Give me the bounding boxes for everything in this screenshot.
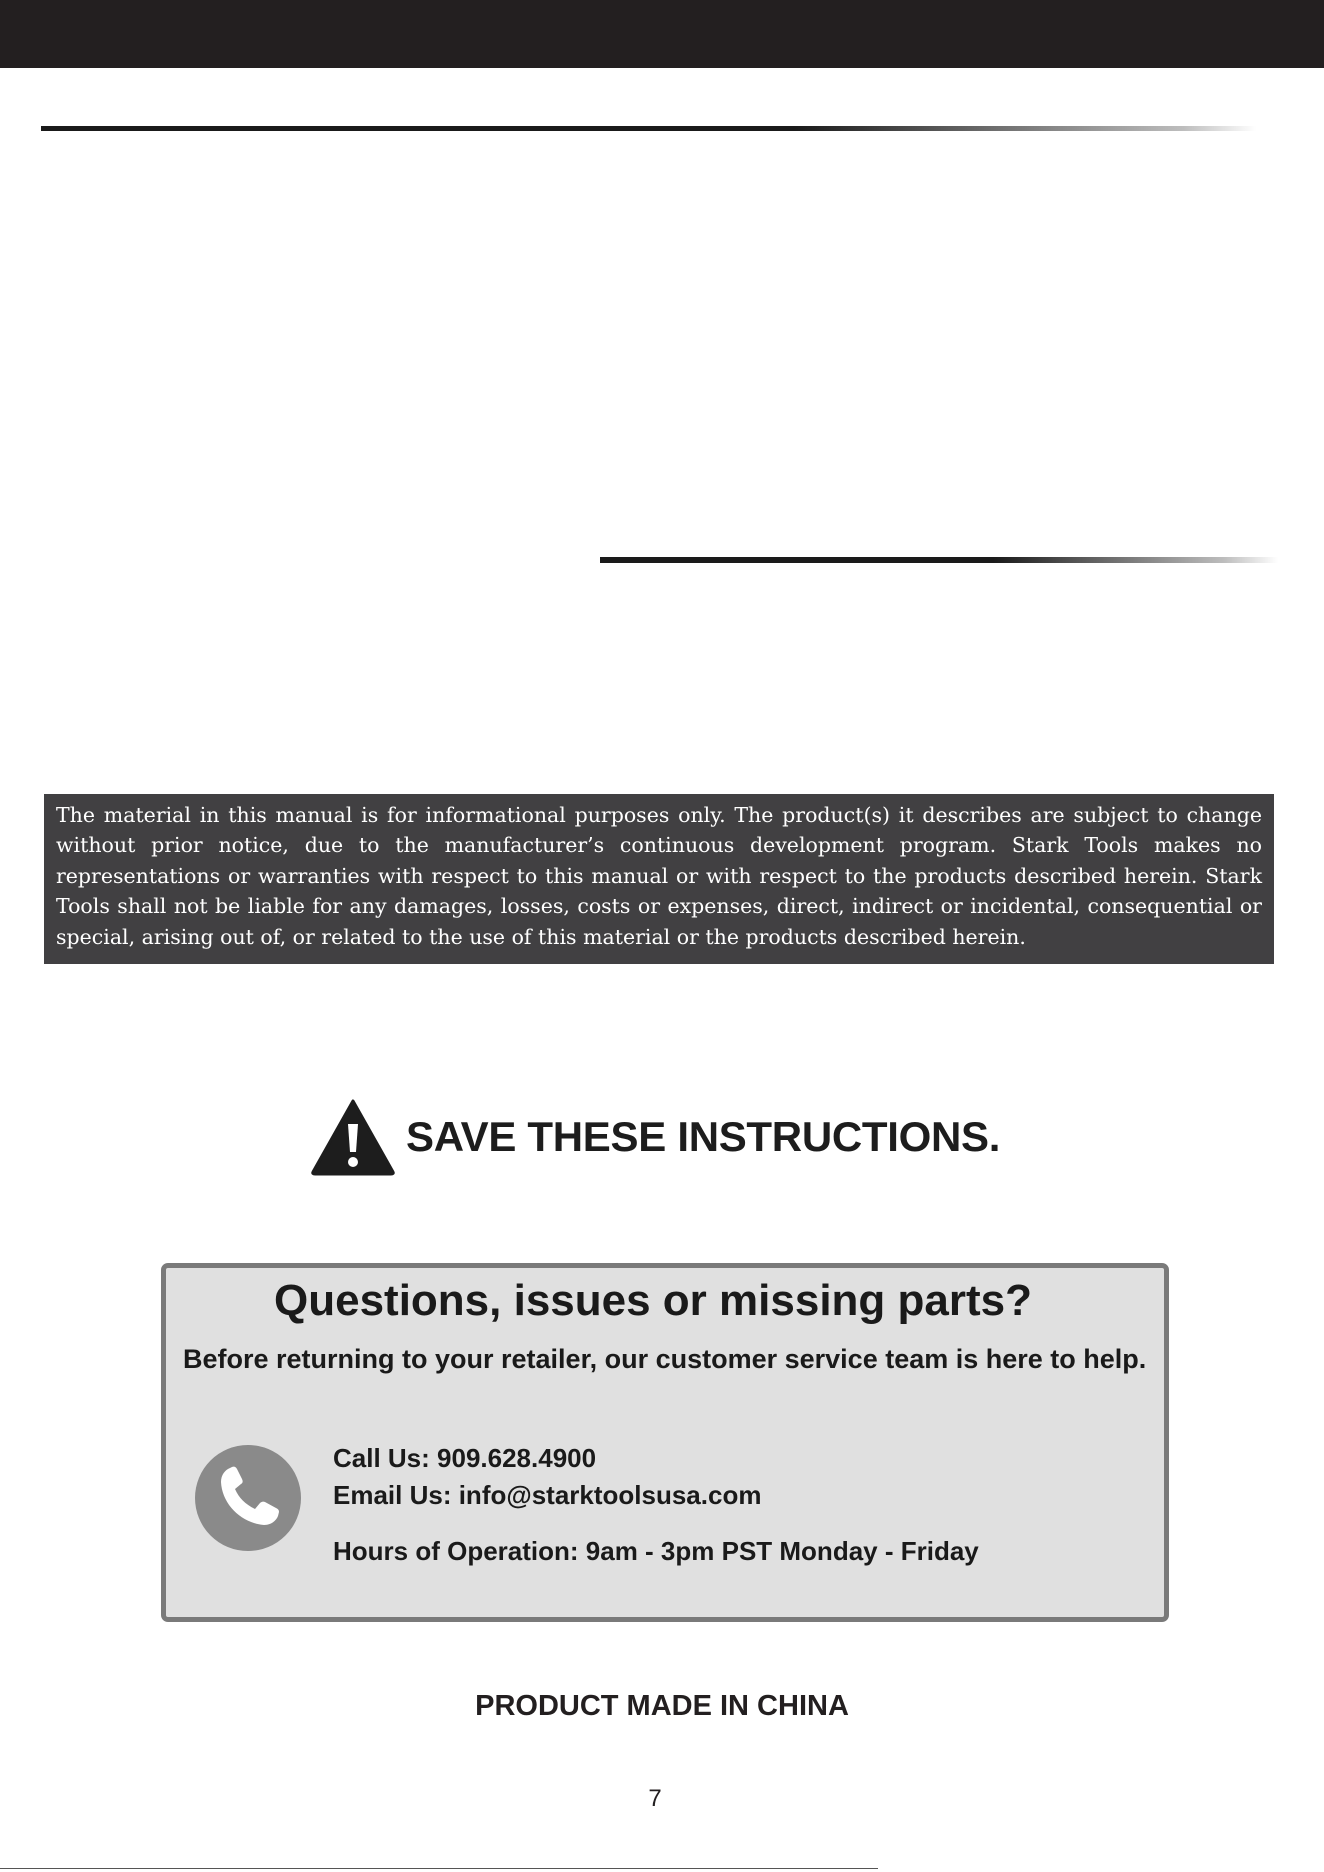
help-title: Questions, issues or missing parts?	[274, 1276, 1032, 1325]
section-divider-middle	[600, 557, 1278, 563]
disclaimer-text: The material in this manual is for informational purposes only. The product(s) it describes are subject to change without prior notice, due to the manufacturer’s continuous development program. Stark Tools makes no representations or warranties with respect to this manual or with respect to the products described herein. Stark Tools shall not be liable for any damages, losses, costs or expenses, direct, indirect or incidental, consequential or special, arising out of, or related to the use of this material or the products described herein.	[56, 803, 1262, 949]
customer-service-box	[161, 1263, 1169, 1622]
section-divider-top	[41, 126, 1256, 131]
help-subtitle: Before returning to your retailer, our customer service team is here to help.	[183, 1344, 1147, 1374]
hours-of-operation-text: Hours of Operation: 9am - 3pm PST Monday - Friday	[333, 1536, 979, 1566]
page-number: 7	[648, 1785, 662, 1812]
warning-text: SAVE THESE INSTRUCTIONS.	[406, 1113, 1001, 1160]
call-us-text: Call Us: 909.628.4900	[333, 1443, 597, 1473]
email-us-text: Email Us: info@starktoolsusa.com	[333, 1480, 762, 1510]
phone-icon	[194, 1444, 302, 1552]
footer-divider	[0, 1868, 878, 1869]
save-instructions-warning	[310, 1096, 1030, 1178]
product-origin-text: PRODUCT MADE IN CHINA	[475, 1690, 849, 1722]
disclaimer-box	[44, 794, 1274, 964]
warning-triangle-icon	[310, 1098, 396, 1176]
header-bar	[0, 0, 1324, 68]
